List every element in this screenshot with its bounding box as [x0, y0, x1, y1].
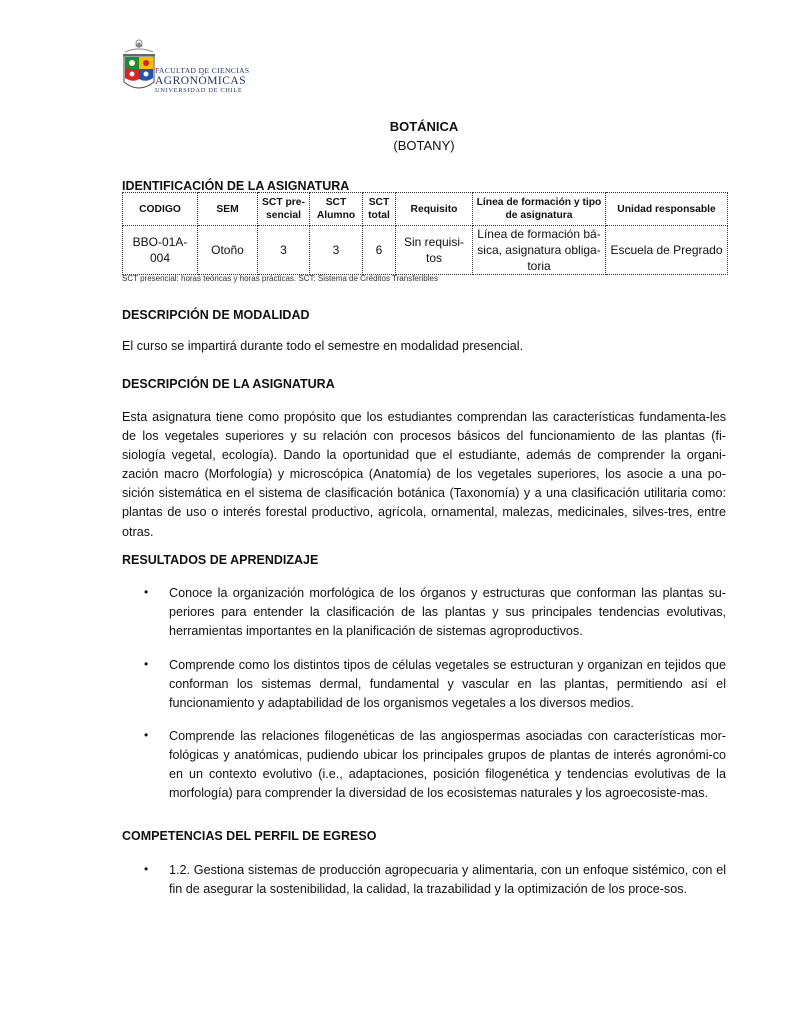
table-cell: 6: [363, 226, 396, 275]
table-header-row: [123, 193, 728, 226]
competencies-heading: COMPETENCIAS DEL PERFIL DE EGRESO: [122, 829, 377, 843]
bullet-icon: •: [144, 862, 149, 876]
col-header: SCT pre-sencial: [258, 193, 310, 226]
crest-icon: [123, 40, 155, 88]
col-header: Unidad responsable: [606, 193, 728, 226]
col-header: SEM: [198, 193, 258, 226]
table-cell: 3: [310, 226, 363, 275]
col-header: SCT Alumno: [310, 193, 363, 226]
description-heading: DESCRIPCIÓN DE LA ASIGNATURA: [122, 377, 335, 391]
course-subtitle: (BOTANY): [393, 138, 455, 153]
outcome-item: Comprende las relaciones filogenéticas de las angiospermas asociadas con características mor-fológicas y anatómicas, pudiendo ubicar los principales grupos de plantas de interés agronómi-co en un contexto evolutivo (i.e., adaptaciones, posición filogenética y tendencias evolutivas de la morfología) para comprender la diversidad de los ecosistemas naturales y los agroecosiste-mas.: [169, 729, 726, 801]
col-header: SCT total: [363, 193, 396, 226]
logo-text: [155, 67, 250, 95]
col-header: Requisito: [396, 193, 473, 226]
description-text: Esta asignatura tiene como propósito que los estudiantes comprendan las características fundamenta-les de los vegetales superiores y su relación con procesos básicos del funcionamiento de las plantas (fi-siología vegetal, ecología). Dando la oportunidad que el estudiante, además de comprender la organi-zación macro (Morfología) y microscópica (Anatomía) de los vegetales superiores, los asocie a una po-sición sistemática en el sistema de clasificación botánica (Taxonomía) y a una clasificación utilitaria como: plantas de uso o interés forestal productivo, agrícola, ornamental, malezas, medicinales, silves-tres, entre otras.: [122, 410, 726, 539]
table-cell: Línea de formación bá-sica, asignatura obliga-toria: [473, 226, 606, 275]
outcomes-heading: RESULTADOS DE APRENDIZAJE: [122, 553, 319, 567]
outcome-item: Conoce la organización morfológica de los órganos y estructuras que conforman las plantas su-periores para entender la clasificación de las plantas y sus principales tendencias evolutivas, herramientas importantes en la planificación de sistemas agroproductivos.: [169, 586, 726, 639]
identification-heading: IDENTIFICACIÓN DE LA ASIGNATURA: [122, 179, 350, 193]
identification-table: [122, 192, 728, 275]
bullet-icon: •: [144, 585, 149, 599]
col-header: CODIGO: [123, 193, 198, 226]
bullet-icon: •: [144, 728, 149, 742]
table-row: [123, 226, 728, 275]
outcome-item: Comprende como los distintos tipos de células vegetales se estructuran y organizan en tejidos que conforman los sistemas dermal, fundamental y vascular en las plantas, permitiendo así el funcionamiento y adaptabilidad de los organismos vegetales a los diversos medios.: [169, 658, 726, 711]
course-title: BOTÁNICA: [389, 119, 459, 134]
logo-line-2: AGRONÓMICAS: [155, 74, 247, 87]
table-cell: Otoño: [198, 226, 258, 275]
competency-item: 1.2. Gestiona sistemas de producción agropecuaria y alimentaria, con un enfoque sistémico, con el fin de asegurar la sostenibilidad, la calidad, la trazabilidad y la optimización de los proce-sos.: [169, 863, 726, 897]
modality-text: El curso se impartirá durante todo el semestre en modalidad presencial.: [122, 339, 524, 353]
col-header: Línea de formación y tipo de asignatura: [473, 193, 606, 226]
table-cell: Escuela de Pregrado: [606, 226, 728, 275]
table-cell: BBO-01A-004: [123, 226, 198, 275]
modality-heading: DESCRIPCIÓN DE MODALIDAD: [122, 308, 310, 322]
table-note: SCT presencial: horas teóricas y horas prácticas. SCT: Sistema de Créditos Transferibles: [122, 274, 438, 283]
table-cell: Sin requisi-tos: [396, 226, 473, 275]
logo-line-3: UNIVERSIDAD DE CHILE: [155, 87, 243, 94]
logo-line-1: FACULTAD DE CIENCIAS: [155, 66, 250, 75]
bullet-icon: •: [144, 657, 149, 671]
table-cell: 3: [258, 226, 310, 275]
